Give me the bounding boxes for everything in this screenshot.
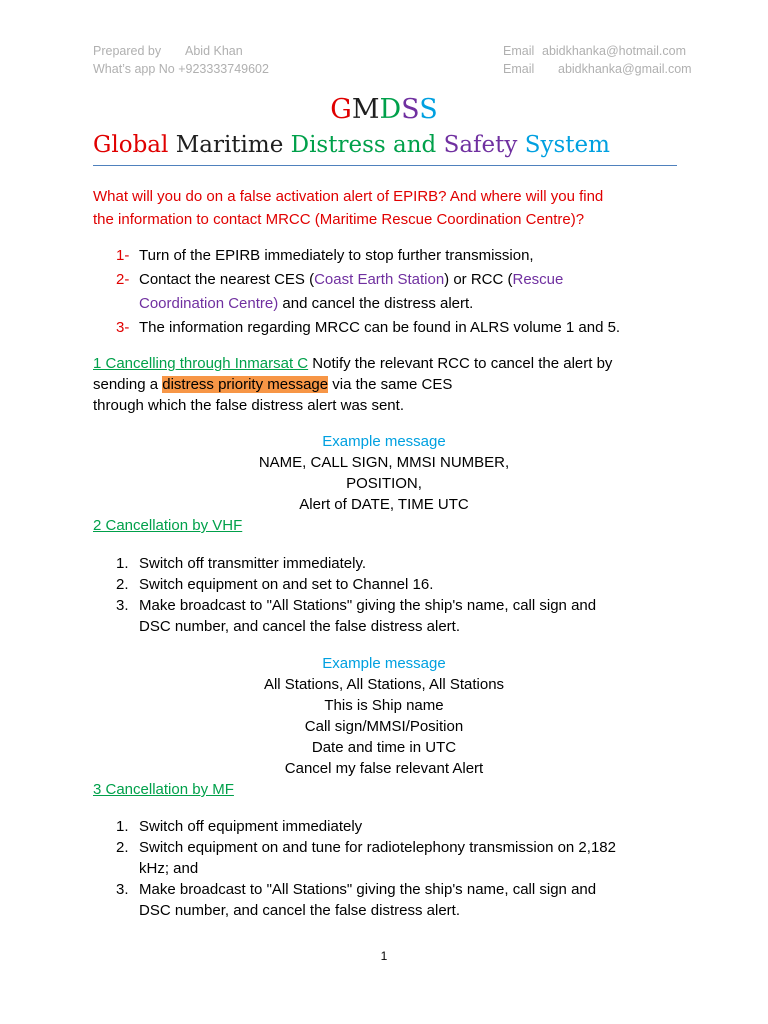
highlighted-term: distress priority message bbox=[162, 376, 329, 393]
rcc-term: Rescue bbox=[512, 271, 564, 288]
title-letter: S bbox=[419, 94, 438, 125]
title-word: Safety bbox=[443, 132, 518, 158]
email-label-2: Email bbox=[503, 62, 535, 76]
header-left bbox=[93, 43, 269, 79]
example-line: This is Ship name bbox=[324, 697, 444, 714]
email-2: abidkhanka@gmail.com bbox=[558, 62, 692, 76]
question-line-1: What will you do on a false activation alert of EPIRB? And where will you find bbox=[93, 188, 604, 205]
title-word: Maritime bbox=[175, 132, 284, 158]
title-divider bbox=[93, 165, 677, 166]
answer-number: 1- bbox=[116, 247, 130, 264]
title-letter: D bbox=[379, 94, 402, 125]
document-page: Prepared by Abid Khan What’s app No +923333749602 Email abidkhanka@hotmail.com Email abidkhanka@gmail.com GMDSS Global Maritime Distress and Safety System What will you do on a false activation alert of EPIRB? And where will you find the information to contact MRCC (Maritime Rescue Coordination Centre)? 1- Turn of the EPIRB immediately to stop further transmission, 2- Contact the nearest CES (Coast Earth Station) or RCC (Rescue Coordination Centre) and cancel the distress alert. 3- The information regarding MRCC can be found in ALRS volume 1 and 5. 1 Cancelling through Inmarsat C Notify the relevant RCC to cancel the alert by sending a distress priority message via the same CES through which the false distress alert was sent. Example message NAME, CALL SIGN, MMSI NUMBER, POSITION, Alert of DATE, TIME UTC 2 Cancellation by VHF 1. Switch off transmitter immediately. 2. Switch equipment on and set to Channel 16. 3. Make broadcast to "All Stations" giving the ship's name, call sign and DSC number, and cancel the false distress alert. Example message All Stations, All Stations, All Stations This is Ship name Call sign/MMSI/Position Date and time in UTC Cancel my false relevant Alert 3 Cancellation by MF 1. Switch off equipment immediately 2. Switch equipment on and tune for radiotelephony transmission on 2,182 kHz; and 3. Make broadcast to "All Stations" giving the ship's name, call sign and DSC number, and cancel the false distress alert. 1 bbox=[0, 0, 768, 1024]
answer-text: Contact the nearest CES (Coast Earth Station) or RCC (Rescue bbox=[139, 271, 564, 288]
email-1: abidkhanka@hotmail.com bbox=[542, 44, 687, 58]
prepared-label: Prepared by bbox=[93, 44, 162, 58]
section1-line-2: sending a distress priority message via the same CES bbox=[93, 376, 453, 393]
example-title: Example message bbox=[322, 655, 446, 672]
example-line: NAME, CALL SIGN, MMSI NUMBER, bbox=[258, 454, 510, 471]
title-letter: M bbox=[351, 94, 380, 125]
answer-number: 2- bbox=[116, 271, 130, 288]
title-word: System bbox=[524, 132, 610, 158]
example-title: Example message bbox=[322, 433, 446, 450]
section1-paragraph: 1 Cancelling through Inmarsat C Notify the relevant RCC to cancel the alert by bbox=[93, 355, 613, 372]
answer-number: 3- bbox=[116, 319, 130, 336]
section2-heading[interactable]: 2 Cancellation by VHF bbox=[93, 517, 243, 534]
section1-heading[interactable]: 1 Cancelling through Inmarsat C bbox=[93, 355, 309, 372]
title-word: Global bbox=[93, 132, 169, 158]
example-line: POSITION, bbox=[346, 475, 422, 492]
title-word: Distress and bbox=[290, 132, 437, 158]
answer-text: Turn of the EPIRB immediately to stop further transmission, bbox=[139, 247, 534, 264]
header-right bbox=[503, 43, 692, 79]
title-full bbox=[93, 127, 610, 163]
page-number: 1 bbox=[380, 949, 388, 963]
whatsapp-number: What’s app No +923333749602 bbox=[93, 62, 269, 76]
section3-heading[interactable]: 3 Cancellation by MF bbox=[93, 781, 234, 798]
email-label-1: Email bbox=[503, 44, 535, 58]
example-line: All Stations, All Stations, All Stations bbox=[263, 676, 505, 693]
example-line: Call sign/MMSI/Position bbox=[304, 718, 464, 735]
example-line: Alert of DATE, TIME UTC bbox=[299, 496, 469, 513]
title-acronym bbox=[0, 92, 768, 128]
example-line: Date and time in UTC bbox=[311, 739, 457, 756]
prepared-name: Abid Khan bbox=[185, 44, 243, 58]
question-line-2: the information to contact MRCC (Maritime Rescue Coordination Centre)? bbox=[93, 211, 585, 228]
section1-line-3: through which the false distress alert was sent. bbox=[93, 397, 404, 414]
answer-text: The information regarding MRCC can be found in ALRS volume 1 and 5. bbox=[139, 319, 621, 336]
example-line: Cancel my false relevant Alert bbox=[284, 760, 484, 777]
rcc-term: Coordination Centre) bbox=[139, 295, 279, 312]
ces-term: Coast Earth Station bbox=[314, 271, 445, 288]
title-letter: G bbox=[330, 94, 352, 125]
title-letter: S bbox=[401, 94, 420, 125]
